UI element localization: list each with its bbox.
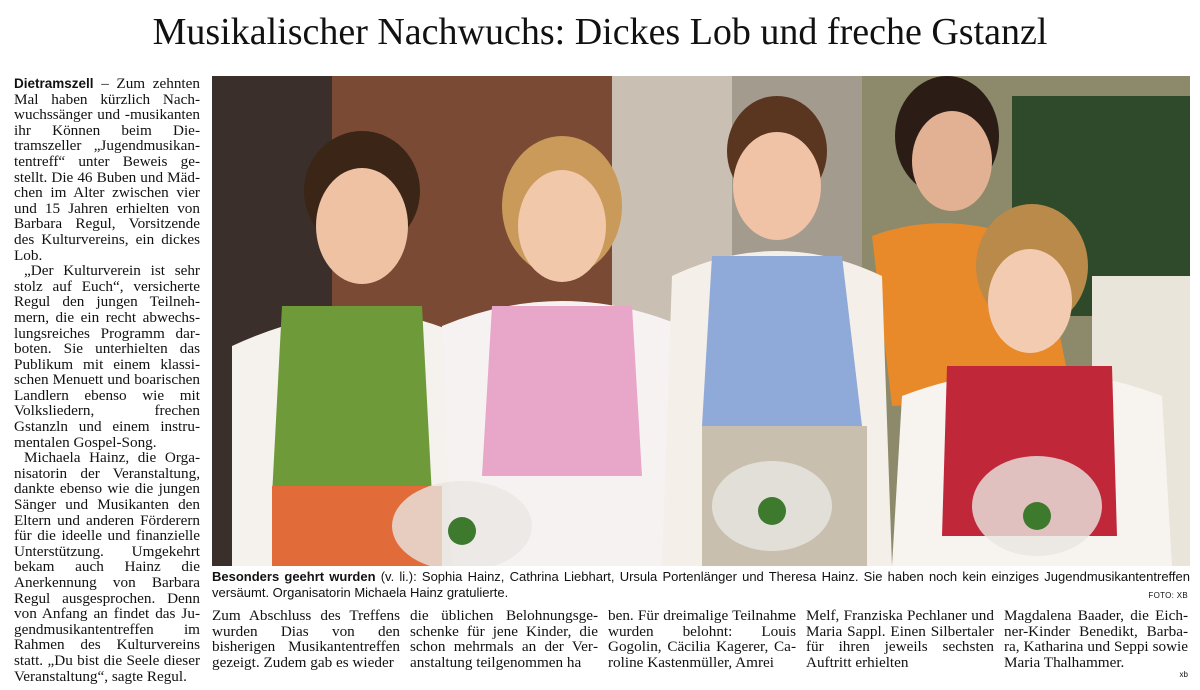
article-paragraph-2: „Der Kulturverein ist sehr stolz auf Euch“, versicherte Regul den jungen Teilnehmern, die ein recht abwechslungsreiches Programm darboten. Sie unterhielten das Publikum mit einem klassischen Menuett und boarischen Landlern ebenso wie mit Volksliedern, frechen Gstanzln und einem instrumentalen Gospel-Song.: [14, 262, 200, 451]
article-left-column: [14, 76, 200, 684]
article-bottom-column-1: Zum Abschluss des Treffens wurden Dias von den bisherigen Musikantentreffen gezeigt. Zudem gab es wieder: [212, 607, 400, 671]
caption-lead: Besonders geehrt wurden: [212, 569, 376, 584]
article-bottom-column-3: ben. Für dreimalige Teilnahme wurden belohnt: Louis Gogolin, Cäcilia Kagerer, Caroline Kastenmüller, Amrei: [608, 607, 796, 671]
group-photo: [212, 76, 1190, 566]
caption-text: (v. li.): Sophia Hainz, Cathrina Liebhart, Ursula Portenlänger und Theresa Hainz. Sie haben noch kein einziges Jugendmusikantentreffen versäumt. Organisatorin Michaela Hainz gratulierte.: [212, 569, 1190, 600]
headline: Musikalischer Nachwuchs: Dickes Lob und freche Gstanzl: [152, 11, 1048, 53]
photo-caption: [212, 569, 1190, 601]
paragraph-1-text: – Zum zehnten Mal haben kürzlich Nachwuchssänger und -musikanten ihr Können beim Dietramszeller „Jugendmusikantentreff“ unter Beweis gestellt. Die 46 Buben und Mädchen im Alter zwischen vier und 15 Jahren erhielten von Barbara Regul, Vorsitzende des Kulturvereins, ein dickes Lob.: [14, 75, 200, 264]
author-signature: xb: [1179, 670, 1188, 679]
article-paragraph-3: Michaela Hainz, die Organisatorin der Veranstaltung, dankte ebenso wie die jungen Sänger und Musikanten den Eltern und anderen Förderern für die ideelle und finanzielle Unterstützung. Umgekehrt bekam auch Hainz die Anerkennung von Barbara Regul ausgesprochen. Denn von Anfang an findet das Jugendmusikantentreffen im Rahmen des Kulturvereins statt. „Du bist die Seele dieser Veranstaltung“, sagte Regul.: [14, 449, 200, 685]
dateline: Dietramszell: [14, 76, 94, 91]
article-bottom-column-2: die üblichen Belohnungsgeschenke für jene Kinder, die schon mehrmals an der Veranstaltung teilgenommen ha: [410, 607, 598, 671]
article-bottom-column-5: Magdalena Baader, die Eichner-Kinder Benedikt, Barbara, Katharina und Seppi sowie Maria Thalhammer.: [1004, 607, 1188, 671]
article-bottom-column-4: Melf, Franziska Pechlaner und Maria Sappl. Einen Silbertaler für ihren jeweils sechsten Auftritt erhielten: [806, 607, 994, 671]
photo-illustration: [212, 76, 1190, 566]
photo-credit: FOTO: XB: [1148, 591, 1188, 600]
article-paragraph-1: [14, 76, 200, 263]
